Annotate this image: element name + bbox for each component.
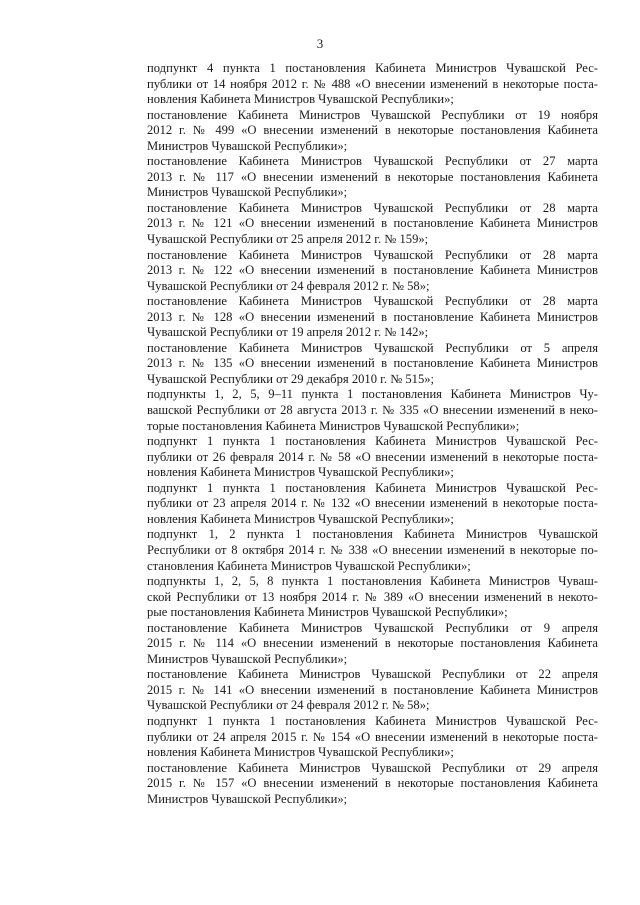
list-item [106, 154, 598, 201]
text-line: Министров Чувашской Республики»; [147, 791, 348, 806]
text-line: 2015 г. № 141 «О внесении изменений в постановление Кабинета Министров [147, 682, 598, 697]
list-item [106, 108, 598, 155]
text-line: рые постановления Кабинета Министров Чувашской Республики»; [147, 605, 508, 620]
text-line: новления Кабинета Министров Чувашской Республики»; [147, 511, 454, 526]
text-line: постановление Кабинета Министров Чувашской Республики от 28 марта [147, 200, 598, 215]
text-line: подпункт 1 пункта 1 постановления Кабинета Министров Чувашской Рес- [147, 434, 598, 449]
text-line: 2015 г. № 157 «О внесении изменений в некоторые постановления Кабинета [147, 776, 598, 791]
page-number: 3 [316, 36, 324, 51]
list-item [106, 574, 598, 621]
text-line: подпункт 1 пункта 1 постановления Кабинета Министров Чувашской Рес- [147, 713, 598, 728]
text-line: подпункт 1, 2 пункта 1 постановления Кабинета Министров Чувашской [147, 527, 598, 542]
text-line: Министров Чувашской Республики»; [147, 651, 348, 666]
text-line: подпункты 1, 2, 5, 8 пункта 1 постановления Кабинета Министров Чуваш- [147, 574, 598, 589]
text-line: 2013 г. № 122 «О внесении изменений в постановление Кабинета Министров [147, 263, 598, 278]
list-item [106, 387, 598, 434]
text-line: постановление Кабинета Министров Чувашской Республики от 9 апреля [147, 620, 598, 635]
text-line: постановление Кабинета Министров Чувашской Республики от 29 апреля [147, 760, 598, 775]
text-line: новления Кабинета Министров Чувашской Республики»; [147, 745, 454, 760]
list-item [106, 294, 598, 341]
text-line: новления Кабинета Министров Чувашской Республики»; [147, 92, 454, 107]
text-line: Чувашской Республики от 24 февраля 2012 г. № 58»; [147, 698, 430, 713]
text-line: подпункт 4 пункта 1 постановления Кабинета Министров Чувашской Рес- [147, 61, 598, 75]
text-line: 2013 г. № 121 «О внесении изменений в постановление Кабинета Министров [147, 216, 598, 231]
text-line: публики от 24 апреля 2015 г. № 154 «О внесении изменений в некоторые поста- [147, 729, 598, 744]
text-line: публики от 26 февраля 2014 г. № 58 «О внесении изменений в некоторые поста- [147, 449, 598, 464]
list-item [106, 248, 598, 295]
text-line: 2013 г. № 128 «О внесении изменений в постановление Кабинета Министров [147, 309, 598, 324]
text-line: постановление Кабинета Министров Чувашской Республики от 28 марта [147, 294, 598, 309]
text-line: Республики от 8 октября 2014 г. № 338 «О внесении изменений в некоторые по- [147, 542, 598, 557]
list-item [106, 481, 598, 528]
text-line: 2013 г. № 135 «О внесении изменений в постановление Кабинета Министров [147, 356, 598, 371]
list-item [106, 527, 598, 574]
text-line: публики от 14 ноября 2012 г. № 488 «О внесении изменений в некоторые поста- [147, 76, 598, 91]
text-line: Чувашской Республики от 19 апреля 2012 г. № 142»; [147, 325, 429, 340]
text-line: публики от 23 апреля 2014 г. № 132 «О внесении изменений в некоторые поста- [147, 496, 598, 511]
text-line: постановление Кабинета Министров Чувашской Республики от 5 апреля [147, 340, 598, 355]
text-line: становления Кабинета Министров Чувашской Республики»; [147, 558, 471, 573]
list-item [106, 621, 598, 668]
list-item [106, 61, 598, 108]
text-line: постановление Кабинета Министров Чувашской Республики от 19 ноября [147, 107, 598, 122]
text-line: Министров Чувашской Республики»; [147, 138, 348, 153]
text-line: подпункты 1, 2, 5, 9–11 пункта 1 постановления Кабинета Министров Чу- [147, 387, 598, 402]
list-item [106, 434, 598, 481]
list-item [106, 667, 598, 714]
text-line: постановление Кабинета Министров Чувашской Республики от 27 марта [147, 154, 598, 169]
text-line: 2012 г. № 499 «О внесении изменений в некоторые постановления Кабинета [147, 123, 598, 138]
text-line: 2013 г. № 117 «О внесении изменений в некоторые постановления Кабинета [147, 169, 598, 184]
text-line: вашской Республики от 28 августа 2013 г. № 335 «О внесении изменений в неко- [147, 403, 598, 418]
list-item [106, 201, 598, 248]
text-line: подпункт 1 пункта 1 постановления Кабинета Министров Чувашской Рес- [147, 480, 598, 495]
list-item [106, 714, 598, 761]
text-line: новления Кабинета Министров Чувашской Республики»; [147, 465, 454, 480]
text-line: Чувашской Республики от 25 апреля 2012 г. № 159»; [147, 232, 429, 247]
text-line: торые постановления Кабинета Министров Чувашской Республики»; [147, 418, 520, 433]
list-item [106, 761, 598, 808]
text-line: Чувашской Республики от 29 декабря 2010 г. № 515»; [147, 371, 435, 386]
text-line: постановление Кабинета Министров Чувашской Республики от 22 апреля [147, 667, 598, 682]
text-line: 2015 г. № 114 «О внесении изменений в некоторые постановления Кабинета [147, 636, 598, 651]
text-line: Министров Чувашской Республики»; [147, 185, 348, 200]
text-line: Чувашской Республики от 24 февраля 2012 г. № 58»; [147, 278, 430, 293]
list-item [106, 341, 598, 388]
text-line: постановление Кабинета Министров Чувашской Республики от 28 марта [147, 247, 598, 262]
document-body [106, 61, 598, 807]
text-line: ской Республики от 13 ноября 2014 г. № 389 «О внесении изменений в некото- [147, 589, 598, 604]
